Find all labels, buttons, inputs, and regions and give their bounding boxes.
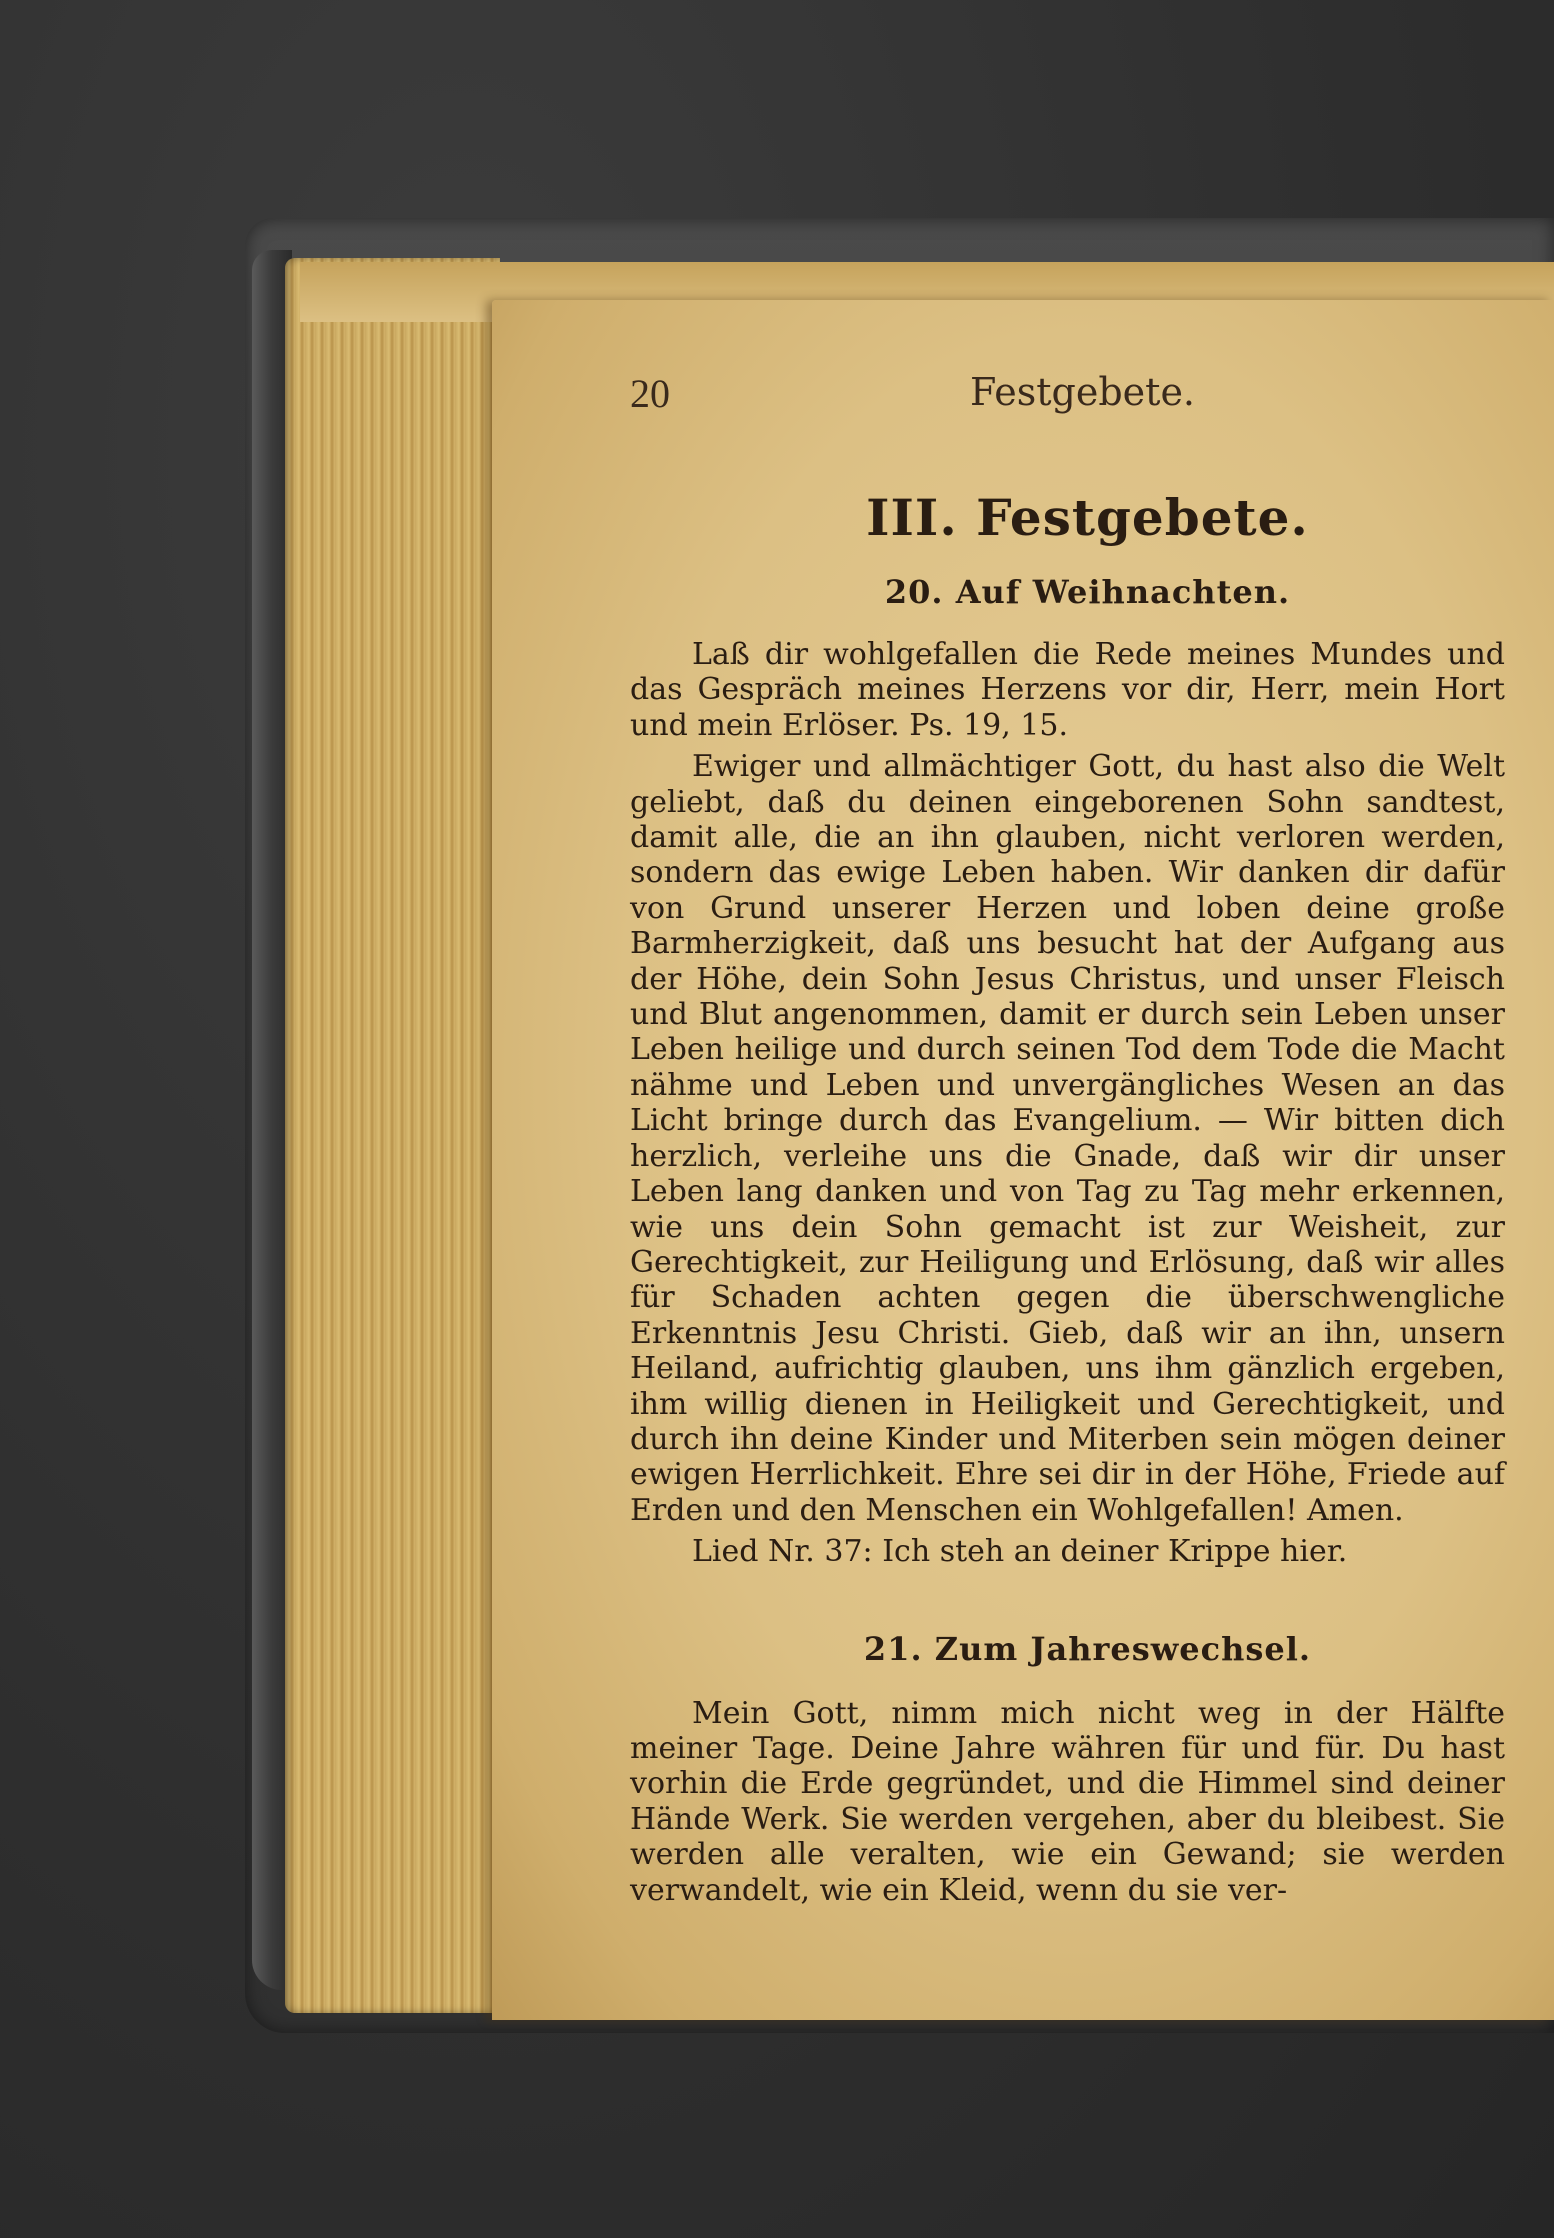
page-stack-gilt-edge	[285, 258, 500, 2013]
page-number: 20	[630, 371, 670, 416]
bible-verse: Laß dir wohlgefallen die Rede meines Mundes und das Gespräch meines Herzens vor dir, Herr, mein Hort und mein Erlöser. Ps. 19, 15.	[630, 637, 1505, 743]
running-head	[630, 370, 1505, 430]
prayer-title-20: 20. Auf Weihnachten.	[884, 573, 1291, 611]
section-title: III. Festgebete.	[866, 488, 1309, 547]
prayer-body-21: Mein Gott, nimm mich nicht weg in der Hälfte meiner Tage. Deine Jahre währen für und für. Du hast vorhin die Erde gegründet, und die Himmel sind deiner Hände Werk. Sie werden vergehen, aber du bleibest. Sie werden alle veralten, wie ein Gewand; sie werden verwandelt, wie ein Kleid, wenn du sie ver-	[630, 1695, 1505, 1908]
prayer-body-20: Ewiger und allmächtiger Gott, du hast also die Welt geliebt, daß du deinen eingeborenen Sohn sandtest, damit alle, die an ihn glauben, nicht verloren werden, sondern das ewige Leben haben. Wir danken dir dafür von Grund unserer Herzen und loben deine große Barmherzigkeit, daß uns besucht hat der Aufgang aus der Höhe, dein Sohn Jesus Christus, und unser Fleisch und Blut angenommen, damit er durch sein Leben unser Leben heilige und durch seinen Tod dem Tode die Macht nähme und Leben und unvergängliches Wesen an das Licht bringe durch das Evangelium. — Wir bitten dich herzlich, verleihe uns die Gnade, daß wir dir unser Leben lang danken und von Tag zu Tag mehr erkennen, wie uns dein Sohn gemacht ist zur Weisheit, zur Gerechtigkeit, zur Heiligung und Erlösung, daß wir alles für Schaden achten gegen die überschwengliche Erkenntnis Jesu Christi. Gieb, daß wir an ihn, unsern Heiland, aufrichtig glauben, uns ihm gänzlich ergeben, ihm willig dienen in Heiligkeit und Gerechtigkeit, und durch ihn deine Kinder und Miterben sein mögen deiner ewigen Herrlichkeit. Ehre sei dir in der Höhe, Friede auf Erden und den Menschen ein Wohlgefallen! Amen.	[630, 749, 1505, 1528]
hymn-reference: Lied Nr. 37: Ich steh an deiner Krippe hier.	[692, 1534, 1348, 1570]
prayer-title-21: 21. Zum Jahreswechsel.	[863, 1629, 1312, 1668]
running-title: Festgebete.	[970, 370, 1196, 414]
page-content	[630, 370, 1505, 1908]
